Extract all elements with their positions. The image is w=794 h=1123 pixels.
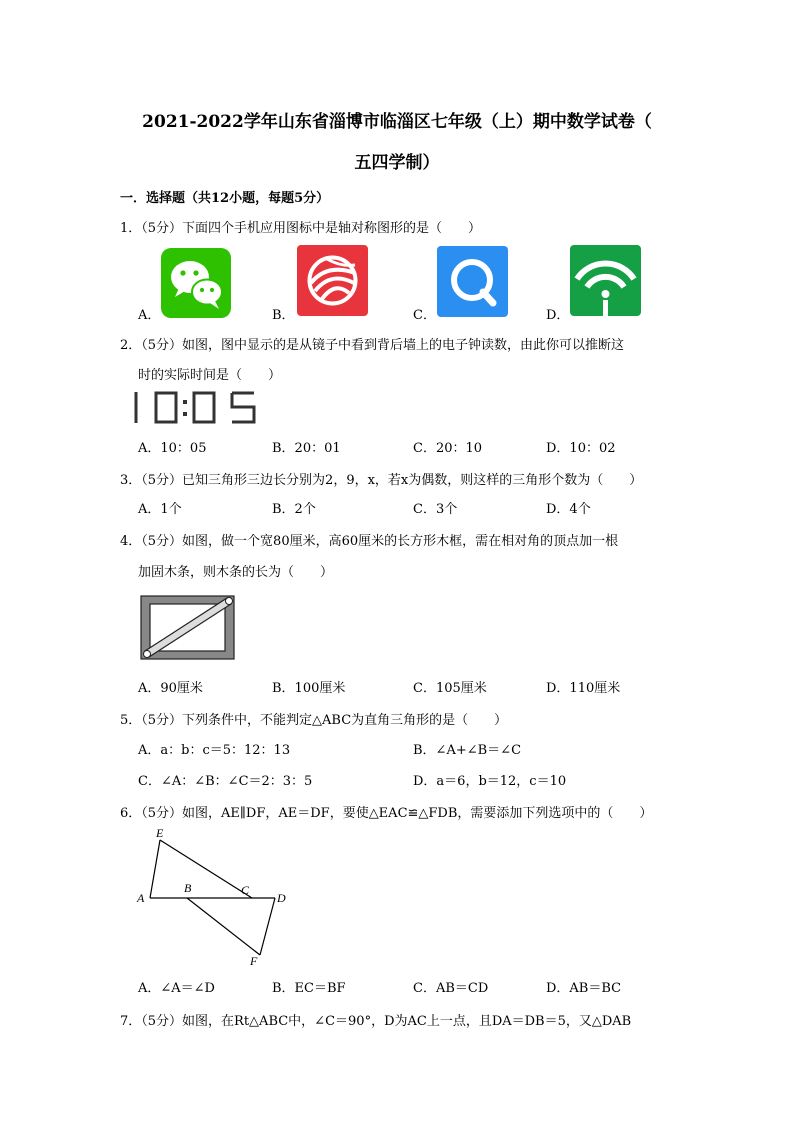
label-c: C <box>241 883 250 897</box>
label-f: F <box>250 954 258 968</box>
question-2-stem-line2: 时的实际时间是（ ） <box>138 368 282 383</box>
q5-option-d: D．a＝6，b＝12，c＝10 <box>413 774 567 789</box>
q5-option-b: B．∠A+∠B＝∠C <box>413 743 522 758</box>
q4-option-c: C．105厘米 <box>413 681 487 696</box>
wechat-icon <box>161 248 231 318</box>
wooden-frame-figure <box>138 592 238 662</box>
q2-option-b: B．20：01 <box>272 441 341 456</box>
q6-option-d: D．AB＝BC <box>546 981 622 996</box>
q4-option-b: B．100厘米 <box>272 681 346 696</box>
q5-option-a: A．a：b：c＝5：12：13 <box>138 743 291 758</box>
q1-option-d: D． <box>546 308 570 323</box>
exam-title-line1: 2021-2022学年山东省淄博市临淄区七年级（上）期中数学试卷（ <box>142 112 652 132</box>
q1-option-c: C． <box>413 308 436 323</box>
question-2-stem-line1: 2．（5分）如图，图中显示的是从镜子中看到背后墙上的电子钟读数，由此你可以推断这 <box>120 338 625 353</box>
question-1-stem: 1．（5分）下面四个手机应用图标中是轴对称图形的是（ ） <box>120 221 482 236</box>
exam-title-line2: 五四学制） <box>354 153 440 173</box>
triangles-figure <box>130 826 300 971</box>
q4-option-a: A．90厘米 <box>138 681 203 696</box>
mirrored-clock-figure <box>134 391 256 425</box>
q1-option-a: A． <box>138 308 161 323</box>
question-7-stem: 7．（5分）如图，在Rt△ABC中，∠C＝90°，D为AC上一点，且DA＝DB＝5，又△DAB <box>120 1014 632 1029</box>
q3-option-c: C．3个 <box>413 502 458 517</box>
q1-option-b: B． <box>272 308 295 323</box>
question-4-stem-line1: 4．（5分）如图，做一个宽80厘米，高60厘米的长方形木框，需在相对角的顶点加一根 <box>120 534 619 549</box>
q6-option-b: B．EC＝BF <box>272 981 346 996</box>
q2-option-c: C．20：10 <box>413 441 483 456</box>
question-6-stem: 6．（5分）如图，AE∥DF，AE＝DF，要使△EAC≌△FDB，需要添加下列选项中的（ ） <box>120 806 653 821</box>
question-3-stem: 3．（5分）已知三角形三边长分别为2，9，x，若x为偶数，则这样的三角形个数为（ ） <box>120 473 643 488</box>
label-d: D <box>277 891 286 905</box>
q6-option-c: C．AB＝CD <box>413 981 489 996</box>
q6-option-a: A．∠A＝∠D <box>138 981 215 996</box>
q3-option-b: B．2个 <box>272 502 316 517</box>
question-4-stem-line2: 加固木条，则木条的长为（ ） <box>138 565 334 580</box>
wifi-icon <box>570 245 641 316</box>
question-5-stem: 5．（5分）下列条件中，不能判定△ABC为直角三角形的是（ ） <box>120 713 508 728</box>
news-app-icon <box>297 245 368 316</box>
q2-option-a: A．10：05 <box>138 441 207 456</box>
q5-option-c: C．∠A：∠B：∠C＝2：3：5 <box>138 774 313 789</box>
search-app-icon <box>437 246 508 317</box>
label-a: A <box>137 891 145 905</box>
q4-option-d: D．110厘米 <box>546 681 621 696</box>
label-b: B <box>184 881 192 895</box>
q3-option-a: A．1个 <box>138 502 182 517</box>
q3-option-d: D．4个 <box>546 502 591 517</box>
label-e: E <box>156 826 164 840</box>
section-heading: 一．选择题（共12小题，每题5分） <box>120 191 330 206</box>
q2-option-d: D．10：02 <box>546 441 616 456</box>
